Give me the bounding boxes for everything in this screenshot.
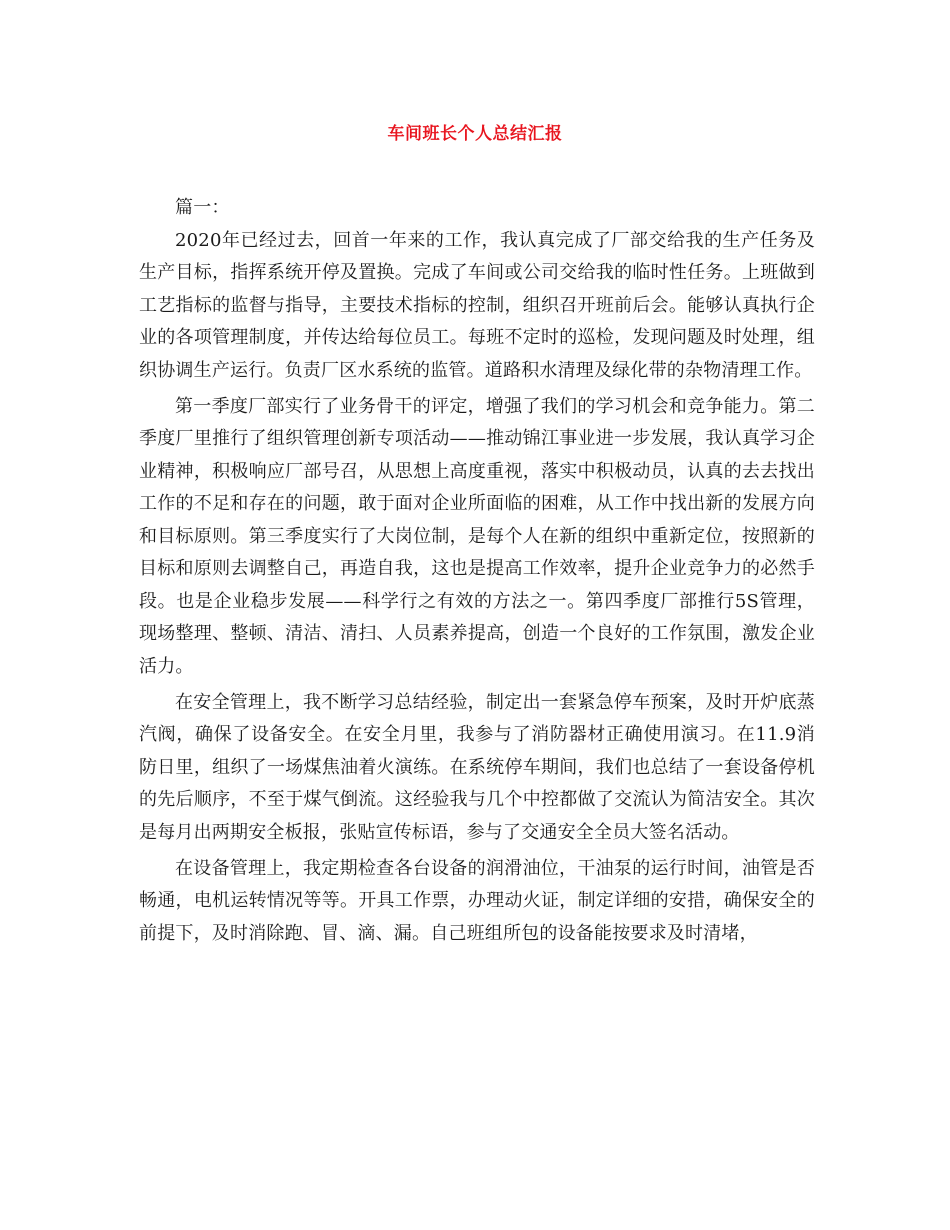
paragraph-4: 在设备管理上，我定期检查各台设备的润滑油位，干油泵的运行时间，油管是否畅通，电机运转情况等等。开具工作票，办理动火证，制定详细的安措，确保安全的前提下，及时消除跑、冒、滴、漏。自己班组所包的设备能按要求及时清堵， xyxy=(139,857,815,944)
paragraph-2: 第一季度厂部实行了业务骨干的评定，增强了我们的学习机会和竞争能力。第二季度厂里推行了组织管理创新专项活动——推动锦江事业进一步发展，我认真学习企业精神，积极响应厂部号召，从思想上高度重视，落实中积极动员，认真的去去找出工作的不足和存在的问题，敢于面对企业所面临的困难，从工作中找出新的发展方向和目标原则。第三季度实行了大岗位制，是每个人在新的组织中重新定位，按照新的目标和原则去调整自己，再造自我，这也是提高工作效率，提升企业竞争力的必然手段。也是企业稳步发展——科学行之有效的方法之一。第四季度厂部推行5S管理，现场整理、整顿、清洁、清扫、人员素养提高，创造一个良好的工作氛围，激发企业活力。 xyxy=(139,395,815,677)
section-label: 篇一： xyxy=(175,197,230,218)
document-title: 车间班长个人总结汇报 xyxy=(387,124,563,144)
paragraph-1: 2020年已经过去，回首一年来的工作，我认真完成了厂部交给我的生产任务及生产目标，指挥系统开停及置换。完成了车间或公司交给我的临时性任务。上班做到工艺指标的监督与指导，主要技术指标的控制，组织召开班前后会。能够认真执行企业的各项管理制度，并传达给每位员工。每班不定时的巡检，发现问题及时处理，组织协调生产运行。负责厂区水系统的监管。道路积水清理及绿化带的杂物清理工作。 xyxy=(139,229,815,381)
paragraph-3: 在安全管理上，我不断学习总结经验，制定出一套紧急停车预案，及时开炉底蒸汽阀，确保了设备安全。在安全月里，我参与了消防器材正确使用演习。在11.9消防日里，组织了一场煤焦油着火演练。在系统停车期间，我们也总结了一套设备停机的先后顺序，不至于煤气倒流。这经验我与几个中控都做了交流认为简洁安全。其次是每月出两期安全板报，张贴宣传标语，参与了交通安全全员大签名活动。 xyxy=(139,691,815,843)
document-body xyxy=(139,192,815,954)
